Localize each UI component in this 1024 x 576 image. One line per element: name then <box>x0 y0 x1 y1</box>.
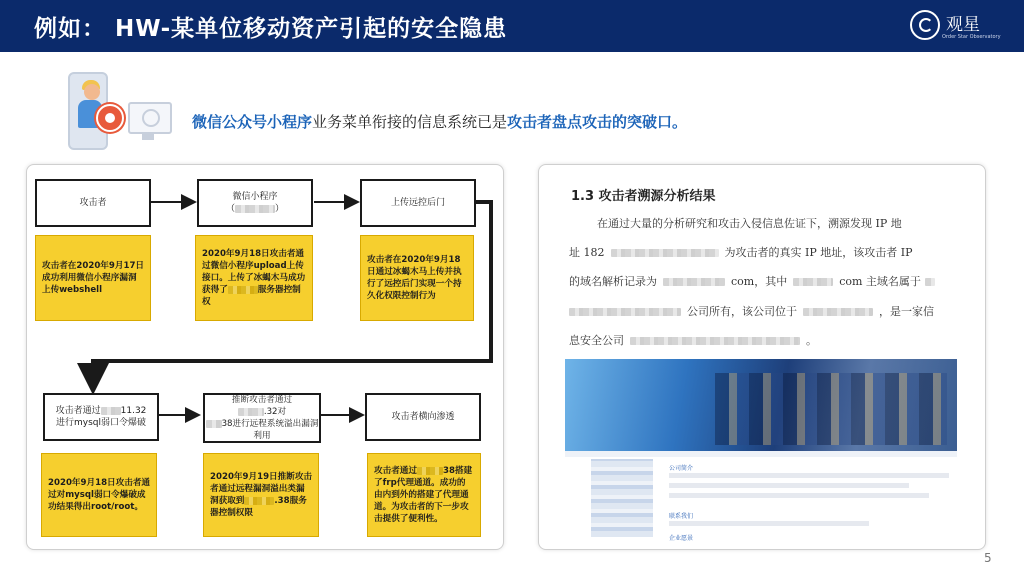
brand-logo <box>906 8 1016 46</box>
redacted-text <box>238 408 264 416</box>
blurred-website-screenshot <box>565 359 957 543</box>
report-line-2: 址 182 为攻击者的真实 IP 地址，该攻击者 IP <box>569 246 913 259</box>
redacted-text <box>630 337 800 345</box>
page-title: 例如： HW-某单位移动资产引起的安全隐患 <box>34 16 508 42</box>
shot-link: 公司简介 <box>669 465 694 472</box>
report-line-4: 公司所有，该公司位于 ，是一家信 <box>569 303 934 319</box>
mobile-security-illustration <box>62 70 172 154</box>
flow-step-lateral-movement: 攻击者横向渗透 <box>365 393 481 441</box>
logo-name: 观星 <box>946 15 980 35</box>
report-heading: 1.3 攻击者溯源分析结果 <box>571 189 716 204</box>
header-bar <box>0 0 1024 52</box>
redacted-text <box>569 308 681 316</box>
flow-note-2: 2020年9月18日攻击者通过微信小程序upload上传接口。上传了冰蝎木马成功获得了 服务器控制权 <box>195 235 313 321</box>
monitor-icon <box>128 102 172 134</box>
flow-step-mini-program: 微信小程序 （ ） <box>197 179 313 227</box>
redacted-text <box>235 205 275 213</box>
report-line-1: 在通过大量的分析研究和攻击入侵信息佐证下，溯源发现 IP 地 <box>597 217 902 230</box>
redacted-text <box>611 249 719 257</box>
logo-icon <box>910 10 940 40</box>
redacted-text <box>417 467 443 475</box>
flow-note-5: 2020年9月19日推断攻击者通过远程漏洞溢出类漏洞获取到 .38服务器控制权限 <box>203 453 319 537</box>
globe-icon <box>142 109 160 127</box>
redacted-text <box>244 497 274 505</box>
flow-note-4: 2020年9月18日攻击者通过对mysql弱口令爆破成功结果得出root/root。 <box>41 453 157 537</box>
flow-step-remote-exploit: 推断攻击者通过 .32对 38进行远程系统溢出漏洞利用 <box>203 393 321 443</box>
target-icon <box>96 104 124 132</box>
page-number: 5 <box>984 551 992 565</box>
redacted-text <box>663 278 725 286</box>
flow-step-attacker: 攻击者 <box>35 179 151 227</box>
flow-note-1: 攻击者在2020年9月17日成功利用微信小程序漏洞上传webshell <box>35 235 151 321</box>
person-icon <box>84 84 100 100</box>
flow-note-3: 攻击者在2020年9月18日通过冰蝎木马上传并执行了远控后门实现一个持久化权限控制行为 <box>360 235 474 321</box>
flow-step-mysql-bruteforce: 攻击者通过 11.32 进行mysql弱口令爆破 <box>43 393 159 441</box>
subtitle: 微信公众号小程序业务菜单衔接的信息系统已是攻击者盘点攻击的突破口。 <box>192 113 688 131</box>
trace-report-panel <box>538 164 986 550</box>
attack-flow-panel <box>26 164 504 550</box>
shot-link: 企业愿景 <box>669 535 694 542</box>
redacted-text <box>228 286 258 294</box>
flow-step-upload-backdoor: 上传远控后门 <box>360 179 476 227</box>
report-line-5: 息安全公司 。 <box>569 334 817 347</box>
logo-subtitle: Order Star Observatory <box>942 34 1001 40</box>
report-line-3: 的域名解析记录为 com，其中 com 主域名属于 <box>569 273 935 289</box>
redacted-text <box>101 407 121 415</box>
shot-link: 联系我们 <box>669 513 694 520</box>
flow-note-6: 攻击者通过 38搭建了frp代理通道。成功的由内到外的搭建了代理通道。为攻击者的下一步攻击提供了便利性。 <box>367 453 481 537</box>
